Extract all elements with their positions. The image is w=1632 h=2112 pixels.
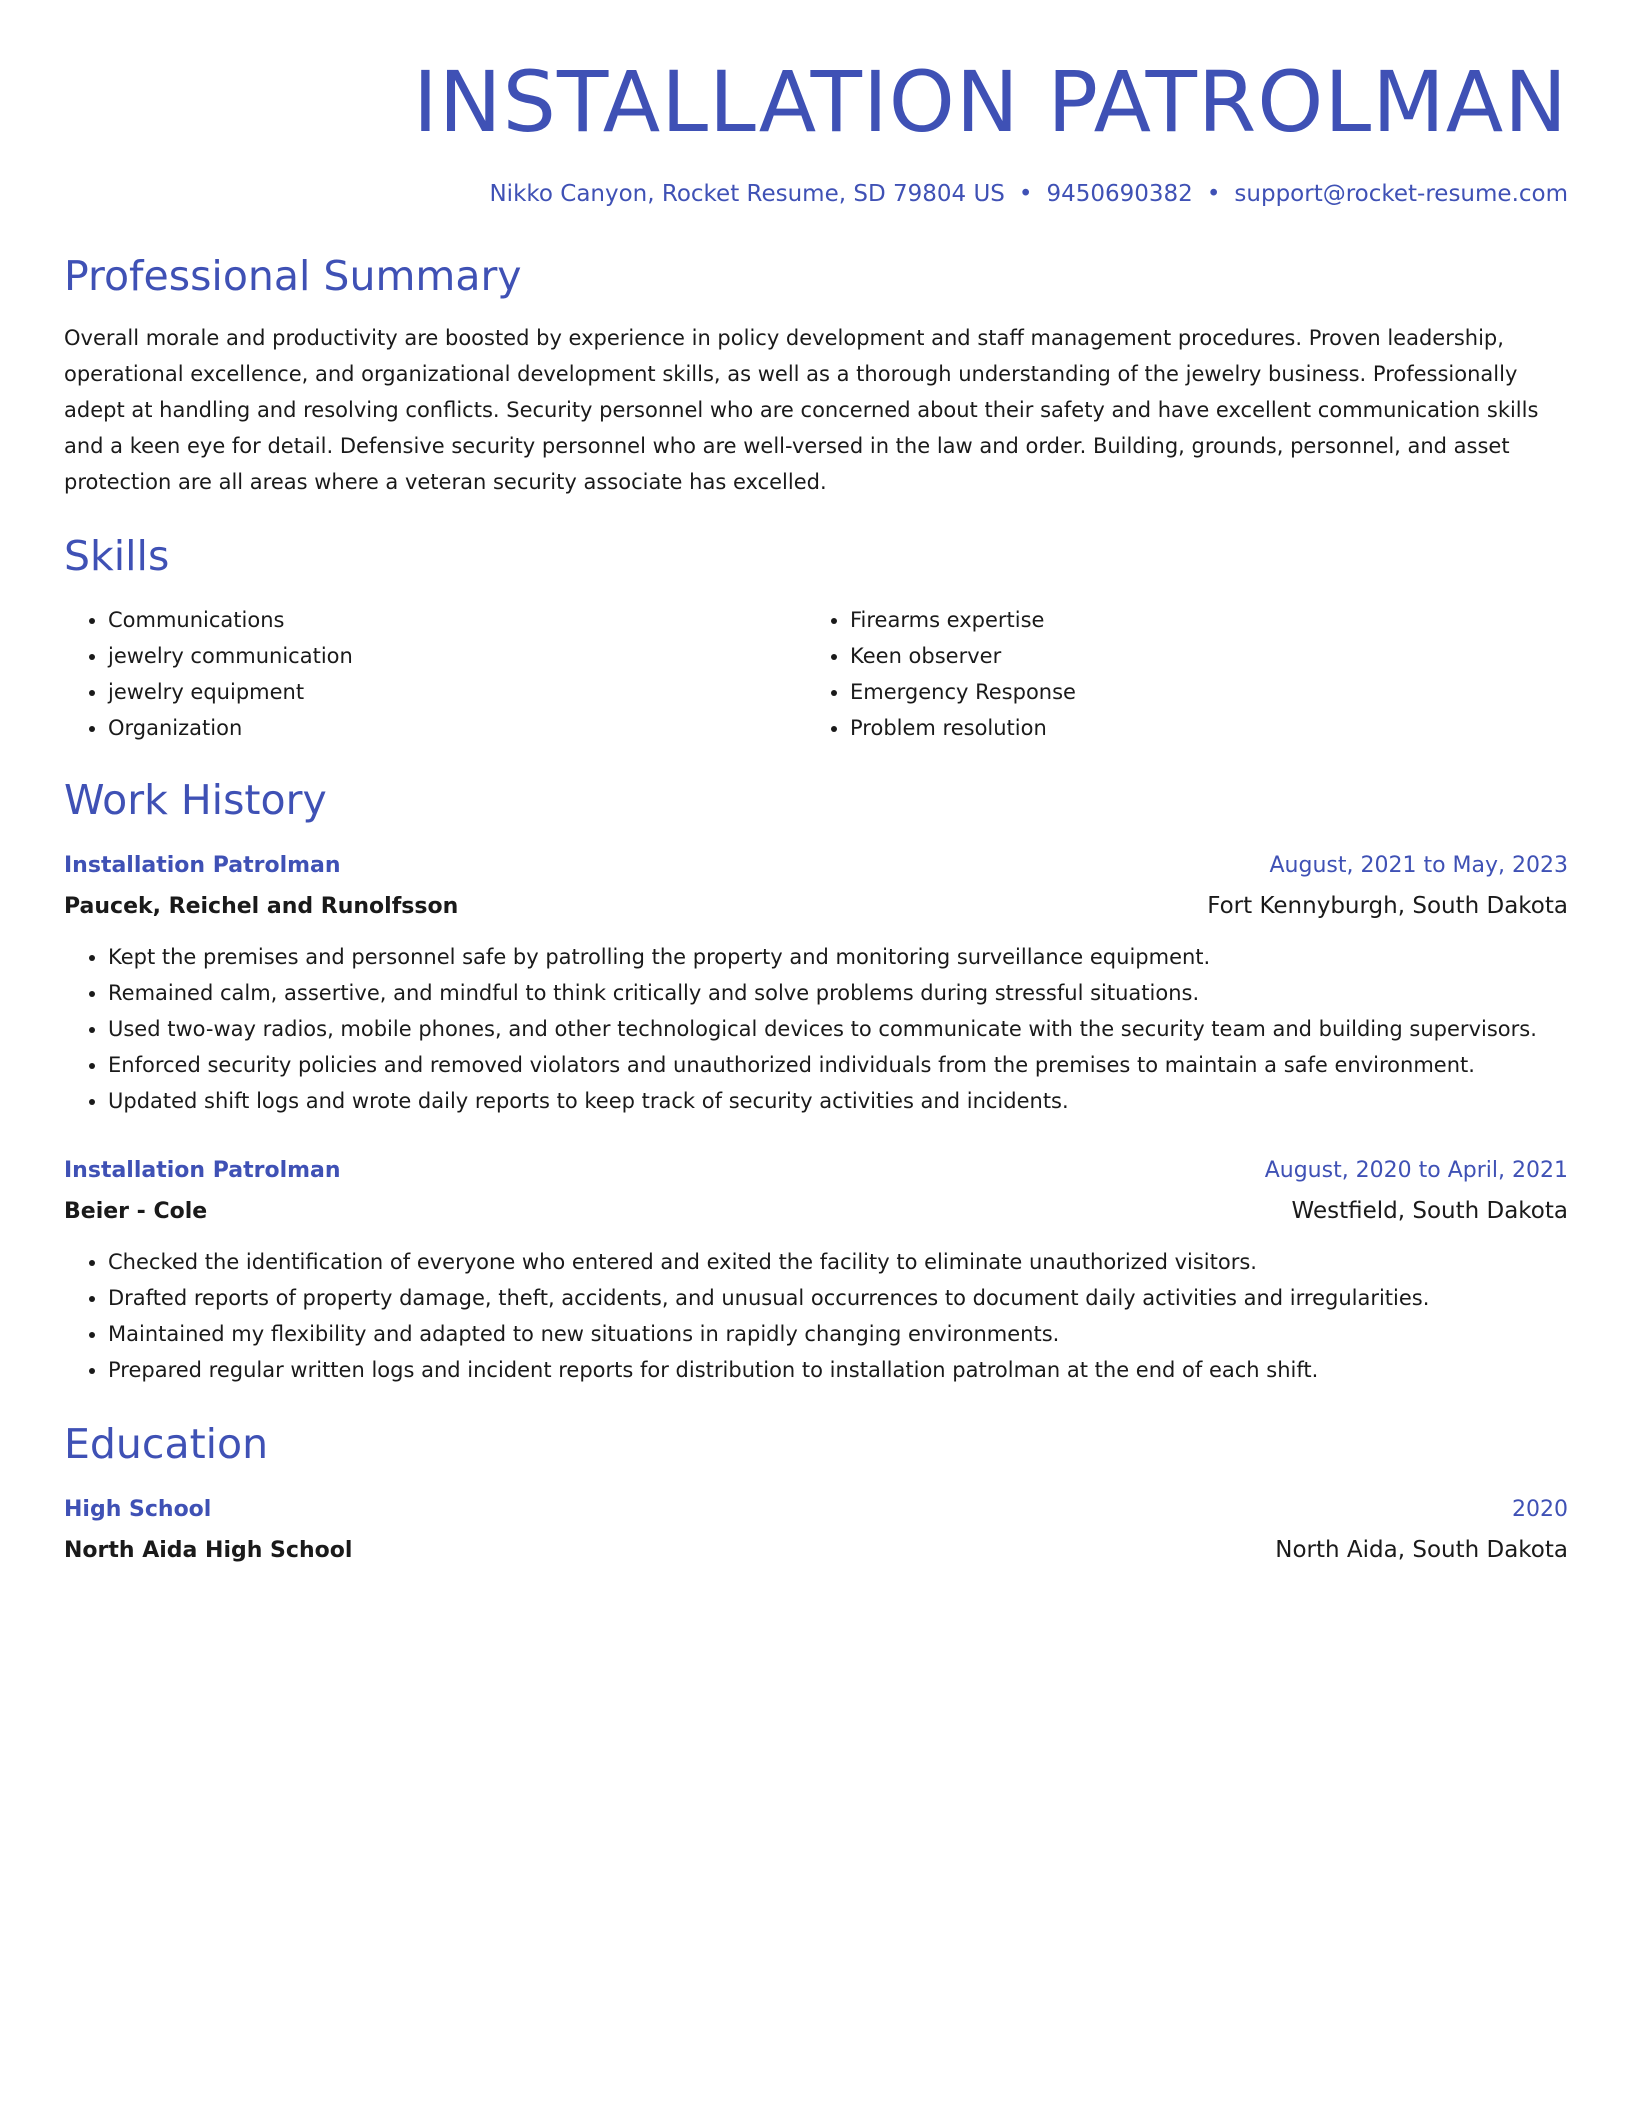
duty-item: • Maintained my flexibility and adapted to new situations in rapidly changing environments. [108,1316,1568,1352]
job-location: Fort Kennyburgh, South Dakota [1207,893,1568,919]
duty-item: • Drafted reports of property damage, theft, accidents, and unusual occurrences to document daily activities and irregularities. [108,1280,1568,1316]
skill-item: • Firearms expertise [850,602,1548,638]
job-company: Paucek, Reichel and Runolfsson [64,894,459,919]
skill-item: • Organization [108,710,806,746]
contact-address: Nikko Canyon, Rocket Resume, SD 79804 US [489,181,1005,207]
job-duties [64,1244,1568,1388]
duty-item: • Used two-way radios, mobile phones, and other technological devices to communicate with the security team and building supervisors. [108,1011,1568,1047]
job-company-row [64,1191,1568,1232]
education-school-row [64,1530,1568,1571]
skill-item: • Emergency Response [850,674,1548,710]
work-history-heading: Work History [64,776,327,824]
skill-item: • Problem resolution [850,710,1548,746]
duty-item: • Remained calm, assertive, and mindful to think critically and solve problems during stressful situations. [108,975,1568,1011]
job-duties [64,939,1568,1119]
job-location: Westfield, South Dakota [1291,1198,1568,1224]
skills-list [64,602,1568,746]
skill-item: • jewelry equipment [108,674,806,710]
education-school: North Aida High School [64,1538,353,1563]
contact-phone: 9450690382 [1046,181,1193,207]
education-degree: High School [64,1497,212,1522]
education-year: 2020 [1512,1497,1568,1522]
job-title: Installation Patrolman [64,853,341,878]
duty-item: • Prepared regular written logs and incident reports for distribution to installation patrolman at the end of each shift. [108,1352,1568,1388]
job-entry [64,1151,1568,1388]
skill-item: • Keen observer [850,638,1548,674]
contact-separator: • [1018,181,1033,207]
education-header-row [64,1490,1568,1530]
duty-item: • Enforced security policies and removed violators and unauthorized individuals from the premises to maintain a safe environment. [108,1047,1568,1083]
education-entry [64,1490,1568,1571]
education-heading: Education [64,1420,269,1468]
job-company-row [64,886,1568,927]
duty-item: • Checked the identification of everyone who entered and exited the facility to eliminate unauthorized visitors. [108,1244,1568,1280]
job-header-row [64,846,1568,886]
resume-page [64,52,1568,1571]
education-location: North Aida, South Dakota [1275,1537,1568,1563]
skills-heading: Skills [64,532,170,580]
job-title: Installation Patrolman [64,1158,341,1183]
skill-item: • Communications [108,602,806,638]
skills-column-left [64,602,806,746]
job-dates: August, 2021 to May, 2023 [1269,853,1568,878]
skills-column-right [806,602,1548,746]
contact-email[interactable]: support@rocket-resume.com [1234,181,1568,207]
skill-item: • jewelry communication [108,638,806,674]
resume-name: INSTALLATION PATROLMAN [413,53,1568,151]
duty-item: • Kept the premises and personnel safe by patrolling the property and monitoring surveillance equipment. [108,939,1568,975]
job-dates: August, 2020 to April, 2021 [1264,1158,1568,1183]
job-company: Beier - Cole [64,1199,208,1224]
summary-heading: Professional Summary [64,252,522,300]
contact-line [64,178,1568,210]
job-header-row [64,1151,1568,1191]
contact-separator: • [1206,181,1221,207]
job-entry [64,846,1568,1119]
duty-item: • Updated shift logs and wrote daily reports to keep track of security activities and incidents. [108,1083,1568,1119]
summary-text: Overall morale and productivity are boosted by experience in policy development and staff management procedures. Proven leadership, operational excellence, and organizational development skills, as well as a thorough understanding of the jewelry business. Professionally adept at handling and resolving conflicts. Security personnel who are concerned about their safety and have excellent communication skills and a keen eye for detail. Defensive security personnel who are well-versed in the law and order. Building, grounds, personnel, and asset protection are all areas where a veteran security associate has excelled. [64,326,1539,494]
